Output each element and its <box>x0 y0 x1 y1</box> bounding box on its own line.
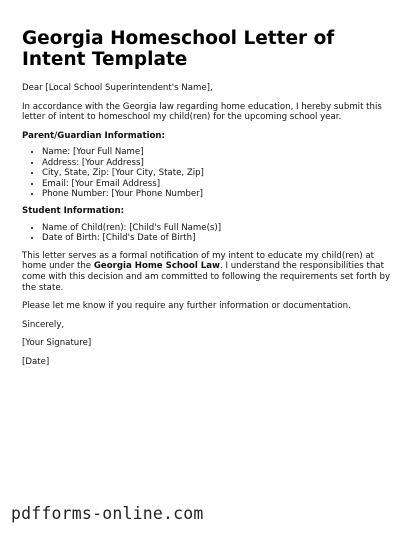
list-item: • Date of Birth: [Child's Date of Birth] <box>42 233 397 243</box>
site-watermark: pdfforms-online.com <box>11 504 204 523</box>
parent-info-list <box>22 147 397 199</box>
student-info-heading: Student Information: <box>22 206 125 217</box>
student-info-list <box>22 223 397 244</box>
list-item: • Phone Number: [Your Phone Number] <box>42 189 397 199</box>
signature-placeholder: [Your Signature] <box>22 338 92 349</box>
document-title: Georgia Homeschool Letter of Intent Template <box>22 28 335 70</box>
list-item: • City, State, Zip: [Your City, State, Zip] <box>42 168 397 178</box>
letter-document <box>22 28 397 376</box>
intro-paragraph: In accordance with the Georgia law regarding home education, I hereby submit this letter of intent to homeschool my child(ren) for the upcoming school year. <box>22 101 382 123</box>
notification-text-pre: This letter serves as a formal notification of my intent to educate my child(ren) at home under the <box>22 250 375 272</box>
signoff: Sincerely, <box>22 319 65 330</box>
list-item: • Email: [Your Email Address] <box>42 179 397 189</box>
list-item: • Address: [Your Address] <box>42 158 397 168</box>
parent-info-heading: Parent/Guardian Information: <box>22 130 165 141</box>
list-item: • Name: [Your Full Name] <box>42 147 397 157</box>
law-name: Georgia Home School Law <box>93 261 220 272</box>
notification-text-post: . I understand the responsibilities that come with this decision and am committed to following the requirements set forth by the state. <box>22 261 391 293</box>
list-item: • Name of Child(ren): [Child's Full Name(s)] <box>42 223 397 233</box>
closing-request: Please let me know if you require any further information or documentation. <box>22 301 351 312</box>
notification-paragraph <box>22 251 397 293</box>
date-placeholder: [Date] <box>22 356 50 367</box>
salutation: Dear [Local School Superintendent's Name], <box>22 83 213 93</box>
